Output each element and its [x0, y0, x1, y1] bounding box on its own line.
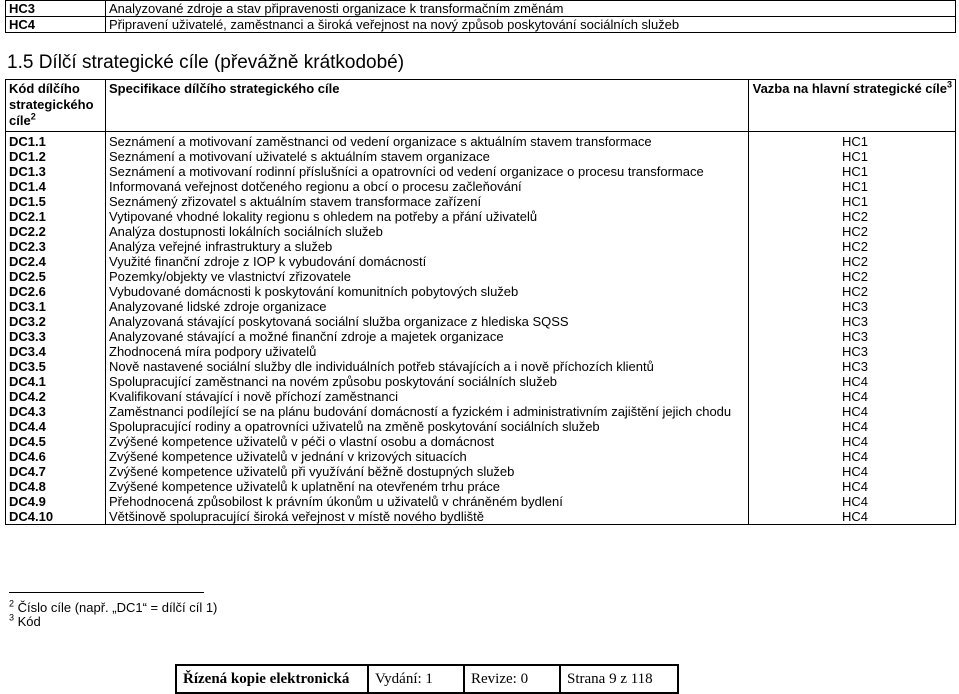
goal-code: DC1.1: [6, 134, 106, 149]
goal-link: HC4: [749, 419, 956, 434]
column-header-link: [749, 80, 956, 132]
objective-code: HC4: [6, 17, 106, 33]
version-label: Vydání: 1: [368, 665, 464, 693]
goal-specification: Analýza veřejné infrastruktury a služeb: [106, 239, 749, 254]
goal-link: HC4: [749, 464, 956, 479]
goal-specification: Zvýšené kompetence uživatelů při využívání běžně dostupných služeb: [106, 464, 749, 479]
table-row: [6, 299, 956, 314]
goal-specification: Seznámení a motivovaní zaměstnanci od vedení organizace s aktuálním stavem transformace: [106, 134, 749, 149]
goal-link: HC1: [749, 149, 956, 164]
goal-code: DC4.4: [6, 419, 106, 434]
goal-specification: Analyzované stávající a možné finanční zdroje a majetek organizace: [106, 329, 749, 344]
goal-link: HC3: [749, 314, 956, 329]
goal-specification: Vytipované vhodné lokality regionu s ohledem na potřeby a přání uživatelů: [106, 209, 749, 224]
goal-link: HC1: [749, 164, 956, 179]
goal-code: DC2.6: [6, 284, 106, 299]
goal-link: HC4: [749, 494, 956, 509]
table-header-row: [6, 80, 956, 132]
footnote-rule: [9, 592, 204, 593]
goal-specification: Seznámený zřizovatel s aktuálním stavem transformace zařízení: [106, 194, 749, 209]
goal-specification: Zvýšené kompetence uživatelů v péči o vlastní osobu a domácnost: [106, 434, 749, 449]
table-row: [6, 134, 956, 149]
page-number: Strana 9 z 118: [560, 665, 678, 693]
table-row: [6, 17, 956, 33]
goal-specification: Zvýšené kompetence uživatelů v jednání v krizových situacích: [106, 449, 749, 464]
table-row: [6, 464, 956, 479]
goal-code: DC1.5: [6, 194, 106, 209]
column-header-code: [6, 80, 106, 132]
goal-link: HC4: [749, 509, 956, 525]
goal-specification: Seznámení a motivovaní uživatelé s aktuálním stavem organizace: [106, 149, 749, 164]
goal-link: HC3: [749, 329, 956, 344]
column-header-spec: Specifikace dílčího strategického cíle: [106, 80, 749, 132]
goal-link: HC2: [749, 239, 956, 254]
goal-link: HC1: [749, 179, 956, 194]
goal-specification: Přehodnocená způsobilost k právním úkonům u uživatelů v chráněném bydlení: [106, 494, 749, 509]
goal-code: DC1.2: [6, 149, 106, 164]
goal-specification: Analyzovaná stávající poskytovaná sociální služba organizace z hlediska SQSS: [106, 314, 749, 329]
table-row: [6, 164, 956, 179]
goal-link: HC4: [749, 389, 956, 404]
goal-link: HC3: [749, 344, 956, 359]
footnote: [9, 600, 217, 615]
table-row: [6, 224, 956, 239]
goal-link: HC4: [749, 404, 956, 419]
table-row: [6, 434, 956, 449]
goal-code: DC4.10: [6, 509, 106, 525]
goal-code: DC3.4: [6, 344, 106, 359]
goal-specification: Spolupracující rodiny a opatrovníci uživatelů na změně poskytování sociálních služeb: [106, 419, 749, 434]
goal-link: HC2: [749, 269, 956, 284]
objective-text: Připravení uživatelé, zaměstnanci a široká veřejnost na nový způsob poskytování sociálních služeb: [106, 17, 956, 33]
table-row: [6, 254, 956, 269]
goal-specification: Spolupracující zaměstnanci na novém způsobu poskytování sociálních služeb: [106, 374, 749, 389]
table-row: [6, 329, 956, 344]
goal-link: HC4: [749, 374, 956, 389]
goal-code: DC4.5: [6, 434, 106, 449]
goal-code: DC4.9: [6, 494, 106, 509]
table-row: [6, 149, 956, 164]
table-row: [6, 494, 956, 509]
goal-specification: Nově nastavené sociální služby dle individuálních potřeb stávajících a i nově příchozích klientů: [106, 359, 749, 374]
controlled-copy-label: Řízená kopie elektronická: [176, 665, 368, 693]
goal-specification: Kvalifikovaní stávající i nově příchozí zaměstnanci: [106, 389, 749, 404]
table-row: [6, 209, 956, 224]
goal-code: DC3.2: [6, 314, 106, 329]
table-row: [6, 449, 956, 464]
goal-link: HC3: [749, 359, 956, 374]
footnote-number: 2: [9, 598, 15, 609]
goal-specification: Většinově spolupracující široká veřejnost v místě nového bydliště: [106, 509, 749, 525]
table-row: [6, 419, 956, 434]
table-row: [6, 374, 956, 389]
goal-code: DC3.3: [6, 329, 106, 344]
goal-code: DC3.5: [6, 359, 106, 374]
goal-code: DC2.5: [6, 269, 106, 284]
goal-specification: Zhodnocená míra podpory uživatelů: [106, 344, 749, 359]
goal-specification: Pozemky/objekty ve vlastnictví zřizovatele: [106, 269, 749, 284]
goal-code: DC3.1: [6, 299, 106, 314]
goal-link: HC1: [749, 194, 956, 209]
goal-code: DC4.6: [6, 449, 106, 464]
table-row: [6, 179, 956, 194]
goal-specification: Využité finanční zdroje z IOP k vybudování domácností: [106, 254, 749, 269]
goal-link: HC4: [749, 434, 956, 449]
goal-code: DC4.3: [6, 404, 106, 419]
goal-link: HC2: [749, 209, 956, 224]
goal-code: DC1.4: [6, 179, 106, 194]
footnote-ref: 3: [946, 79, 952, 90]
goal-link: HC2: [749, 284, 956, 299]
footnote-text: Kód: [17, 614, 41, 629]
goal-link: HC1: [749, 134, 956, 149]
table-row: [6, 194, 956, 209]
goal-specification: Vybudované domácnosti k poskytování komunitních pobytových služeb: [106, 284, 749, 299]
table-row: [6, 404, 956, 419]
document-control-box: [175, 664, 679, 694]
table-row: [6, 284, 956, 299]
table-row: [6, 239, 956, 254]
revision-label: Revize: 0: [464, 665, 560, 693]
table-row: [176, 665, 678, 693]
goal-specification: Zvýšené kompetence uživatelů k uplatnění na otevřeném trhu práce: [106, 479, 749, 494]
code-header-label: Kód dílčího strategického cíle: [9, 81, 94, 128]
objective-code: HC3: [6, 1, 106, 17]
objectives-summary-table: [5, 0, 956, 33]
goal-code: DC4.2: [6, 389, 106, 404]
goal-code: DC2.3: [6, 239, 106, 254]
goal-specification: Informovaná veřejnost dotčeného regionu a obcí o procesu začleňování: [106, 179, 749, 194]
footnote: [9, 614, 41, 629]
goal-link: HC4: [749, 449, 956, 464]
goal-link: HC2: [749, 254, 956, 269]
partial-goals-table: [5, 79, 956, 525]
table-row: [6, 479, 956, 494]
table-row: [6, 509, 956, 525]
goal-specification: Seznámení a motivovaní rodinní příslušníci a opatrovníci od vedení organizace o procesu transformace: [106, 164, 749, 179]
goal-link: HC2: [749, 224, 956, 239]
table-row: [6, 1, 956, 17]
table-row: [6, 344, 956, 359]
objective-text: Analyzované zdroje a stav připravenosti organizace k transformačním změnám: [106, 1, 956, 17]
table-row: [6, 389, 956, 404]
link-header-label: Vazba na hlavní strategické cíle: [752, 81, 947, 96]
footnote-text: Číslo cíle (např. „DC1“ = dílčí cíl 1): [17, 600, 218, 615]
goal-specification: Zaměstnanci podílející se na plánu budování domácností a fyzickém i administrativním zajištění jejich chodu: [106, 404, 749, 419]
goal-code: DC4.1: [6, 374, 106, 389]
goal-code: DC2.4: [6, 254, 106, 269]
section-heading: 1.5 Dílčí strategické cíle (převážně krátkodobé): [7, 52, 405, 73]
goal-specification: Analýza dostupnosti lokálních sociálních služeb: [106, 224, 749, 239]
goal-specification: Analyzované lidské zdroje organizace: [106, 299, 749, 314]
goal-code: DC1.3: [6, 164, 106, 179]
goal-code: DC2.1: [6, 209, 106, 224]
goal-code: DC2.2: [6, 224, 106, 239]
table-row: [6, 359, 956, 374]
goal-code: DC4.8: [6, 479, 106, 494]
footnote-number: 3: [9, 612, 15, 623]
goal-code: DC4.7: [6, 464, 106, 479]
table-row: [6, 269, 956, 284]
goal-link: HC4: [749, 479, 956, 494]
table-row: [6, 314, 956, 329]
goal-link: HC3: [749, 299, 956, 314]
footnote-ref: 2: [30, 111, 36, 122]
